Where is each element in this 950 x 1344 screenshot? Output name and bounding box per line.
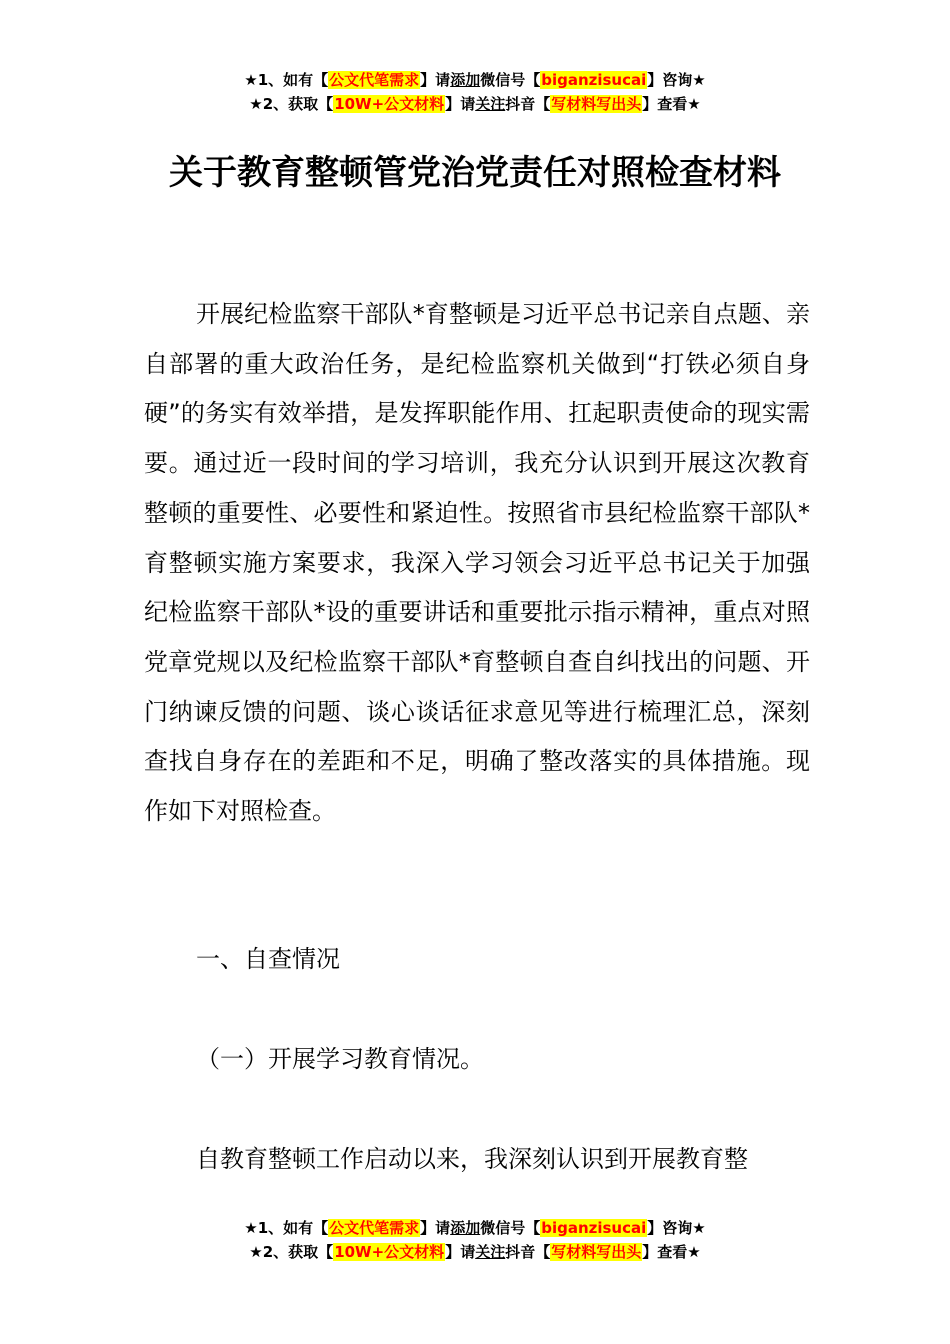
banner-highlight: 公文代笔需求 [329,1219,420,1237]
header-banner [0,68,950,116]
banner-text: 抖音【 [505,1243,551,1261]
banner-text: ★2、获取【 [249,1243,334,1261]
document-title: 关于教育整顿管党治党责任对照检查材料 [169,153,781,193]
banner-line-2 [0,1240,950,1264]
banner-underlined-text: 关注 [475,95,506,113]
banner-text: 抖音【 [505,95,551,113]
banner-highlight: 10W+公文材料 [334,1243,445,1261]
body-paragraph-continued: 自教育整顿工作启动以来，我深刻认识到开展教育整 [196,1145,748,1173]
banner-text: 】查看★ [642,95,701,113]
banner-text: 】咨询★ [647,1219,706,1237]
banner-text: 】请 [420,71,451,89]
subsection-heading: （一）开展学习教育情况。 [196,1045,484,1073]
banner-text: ★2、获取【 [249,95,334,113]
banner-underlined-text: 添加 [450,1219,481,1237]
banner-highlight: 写材料写出头 [551,95,642,113]
section-heading: 一、自查情况 [196,945,340,973]
banner-underlined-text: 关注 [475,1243,506,1261]
banner-text: 微信号【 [480,71,541,89]
banner-text: 】请 [420,1219,451,1237]
banner-highlight: 写材料写出头 [551,1243,642,1261]
banner-text: 微信号【 [480,1219,541,1237]
banner-highlight: 10W+公文材料 [334,95,445,113]
banner-line-1 [0,1216,950,1240]
banner-text: 】咨询★ [647,71,706,89]
banner-highlight: 公文代笔需求 [329,71,420,89]
banner-text: ★1、如有【 [244,71,329,89]
body-paragraph-intro: 开展纪检监察干部队*育整顿是习近平总书记亲自点题、亲自部署的重大政治任务，是纪检监察机关做到“打铁必须自身硬”的务实有效举措，是发挥职能作用、扛起职责使命的现实需要。通过近一段时间的学习培训，我充分认识到开展这次教育整顿的重要性、必要性和紧迫性。按照省市县纪检监察干部队*育整顿实施方案要求，我深入学习领会习近平总书记关于加强纪检监察干部队*设的重要讲话和重要批示指示精神，重点对照党章党规以及纪检监察干部队*育整顿自查自纠找出的问题、开门纳谏反馈的问题、谈心谈话征求意见等进行梳理汇总，深刻查找自身存在的差距和不足，明确了整改落实的具体措施。现作如下对照检查。 [144,300,810,826]
banner-text: 】请 [445,95,476,113]
banner-underlined-text: 添加 [450,71,481,89]
banner-line-2 [0,92,950,116]
banner-text: 】查看★ [642,1243,701,1261]
banner-highlight: biganzisucai [541,1219,647,1237]
footer-banner [0,1216,950,1264]
banner-text: ★1、如有【 [244,1219,329,1237]
banner-line-1 [0,68,950,92]
banner-highlight: biganzisucai [541,71,647,89]
banner-text: 】请 [445,1243,476,1261]
